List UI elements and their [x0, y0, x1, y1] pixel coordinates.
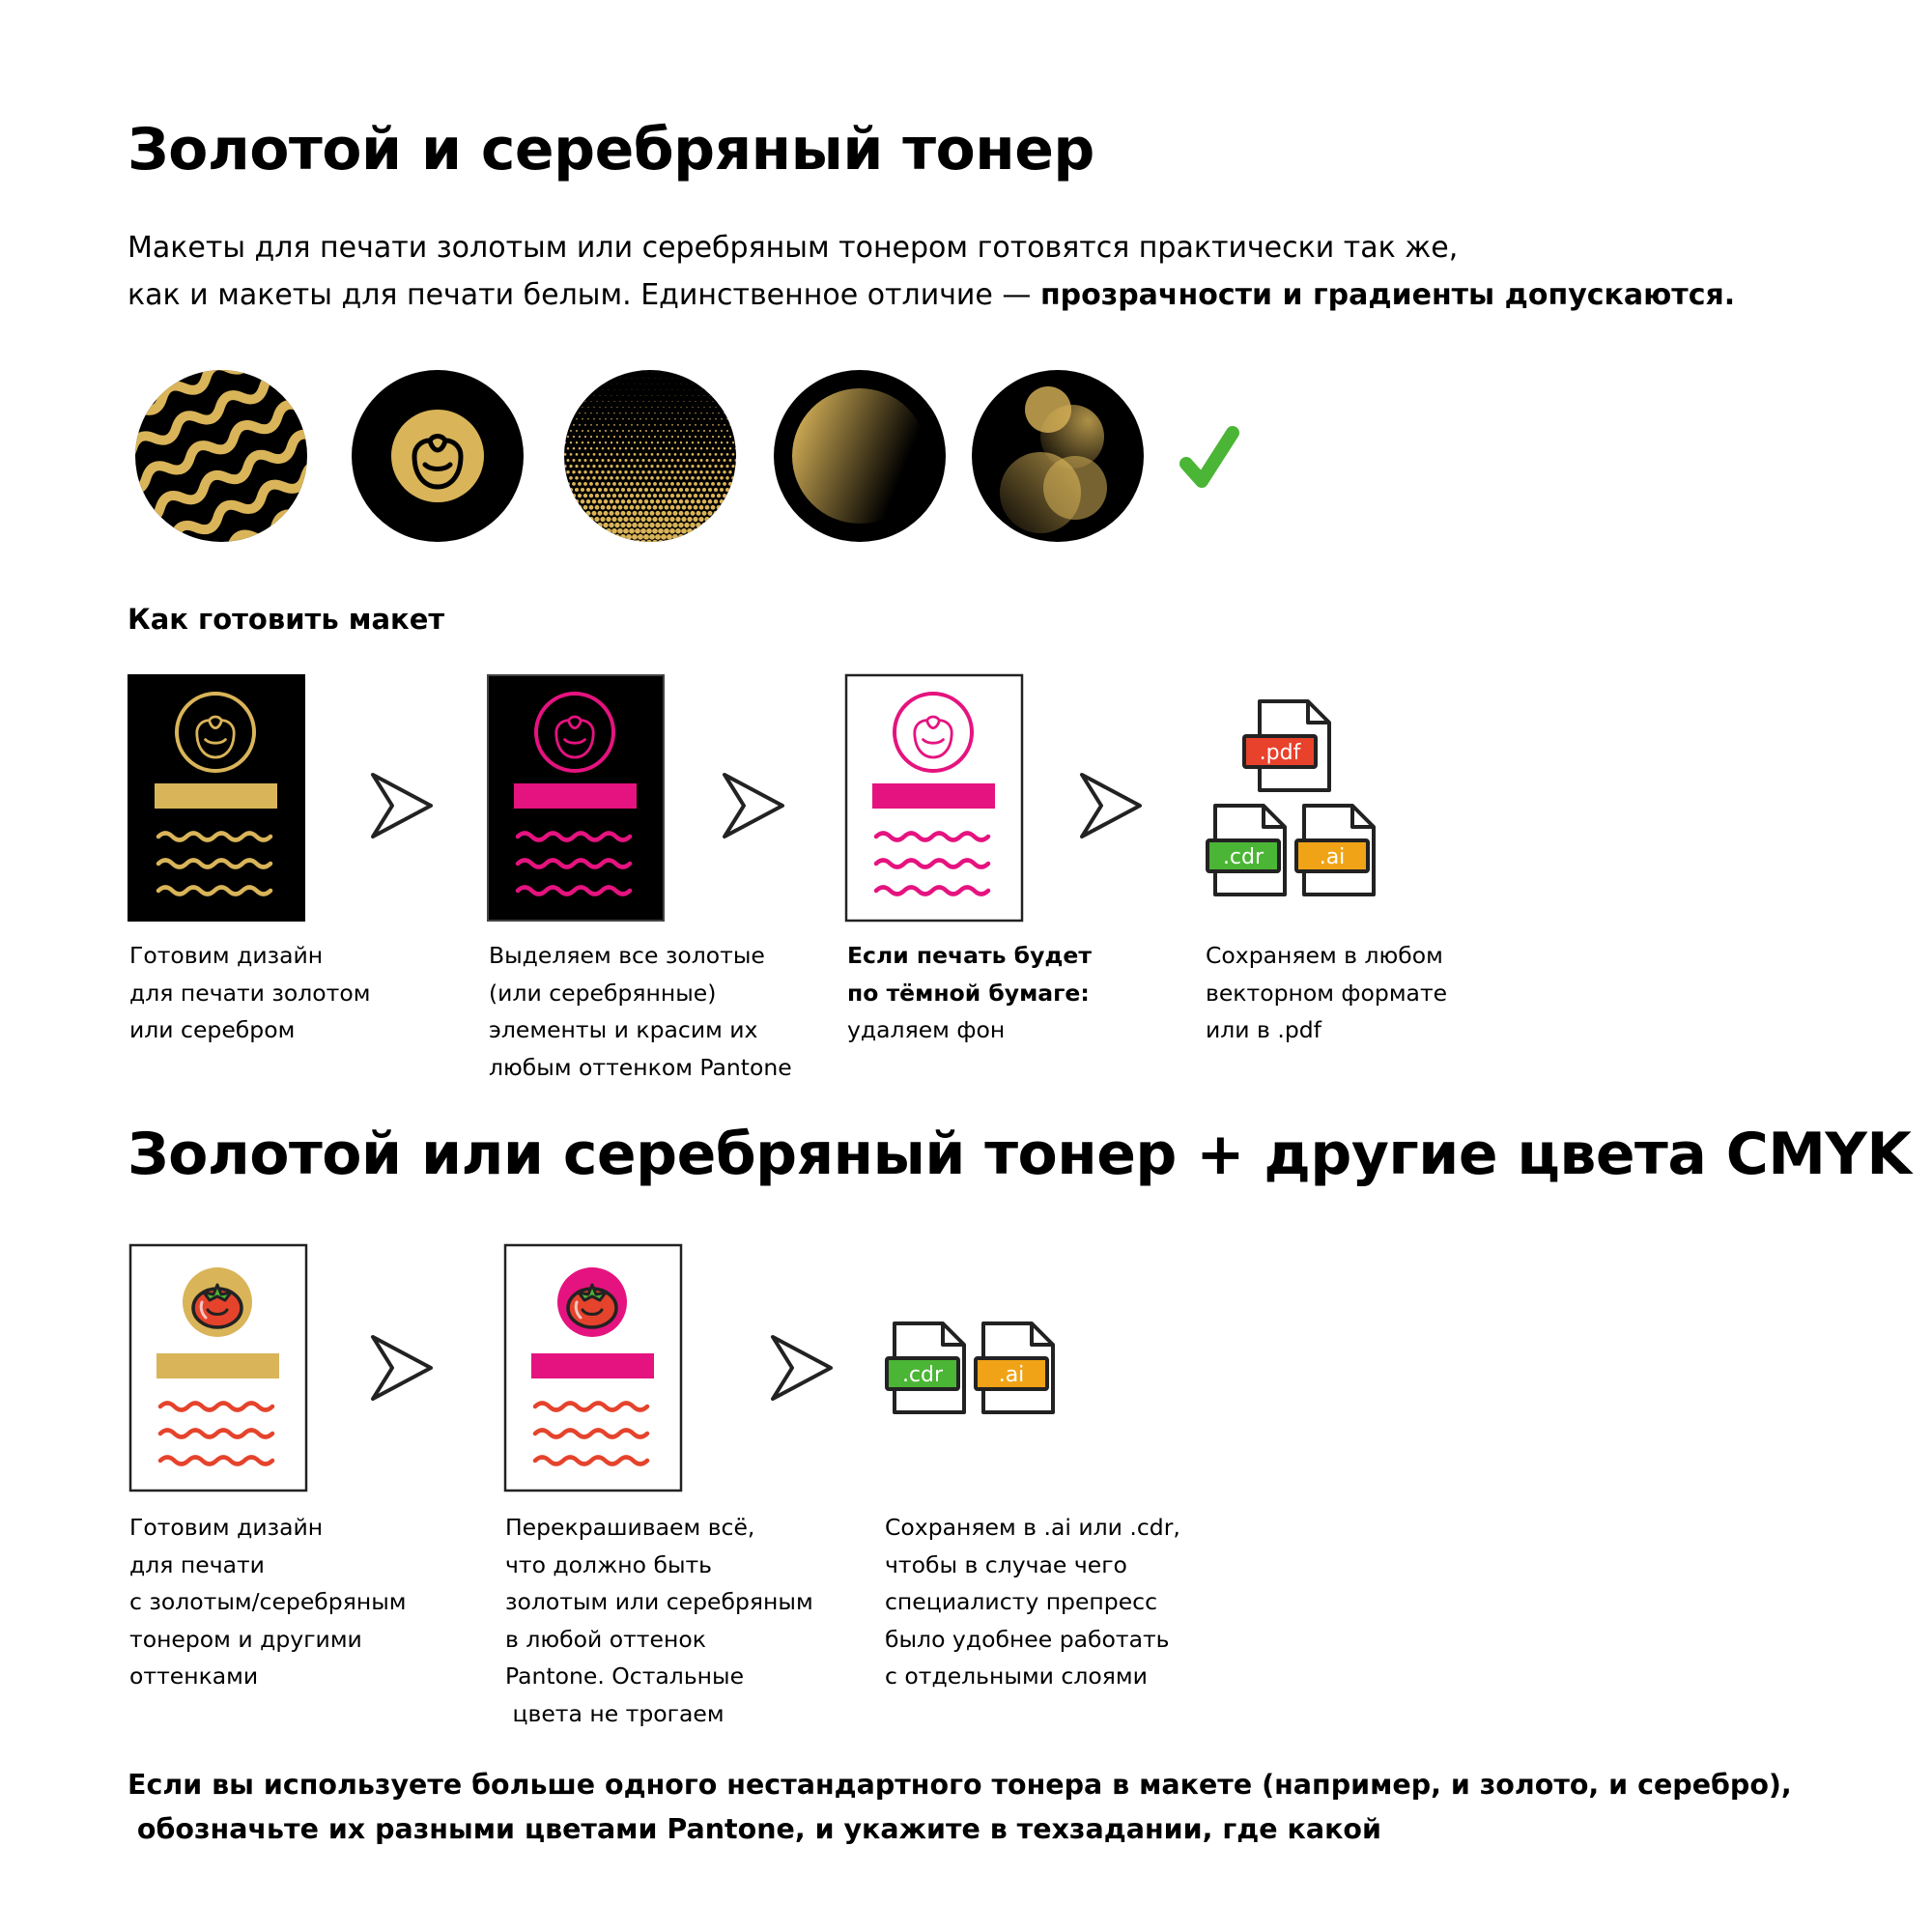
caption-line: Перекрашиваем всё, — [505, 1514, 755, 1541]
caption-line: с золотым/серебряным — [129, 1588, 407, 1615]
arrow-icon — [769, 1333, 835, 1403]
caption-line: Готовим дизайн — [129, 1514, 324, 1541]
caption-line: Выделяем все золотые — [489, 942, 765, 969]
sample-waves-circle — [134, 369, 308, 543]
arrow-icon — [369, 1333, 435, 1403]
step1-caption-cmyk — [129, 1509, 407, 1695]
caption-line: специалисту препресс — [885, 1588, 1158, 1615]
pdf-file-icon — [1244, 701, 1329, 790]
cdr-label: .cdr — [901, 1363, 944, 1387]
footer-note — [128, 1763, 1792, 1852]
caption-line: для печати — [129, 1550, 265, 1578]
caption-line-bold: по тёмной бумаге: — [847, 979, 1090, 1007]
step2-card-magenta — [487, 674, 665, 922]
ai-file-icon — [976, 1323, 1053, 1412]
ai-label: .ai — [1319, 845, 1346, 869]
caption-line: удаляем фон — [847, 1016, 1006, 1043]
caption-line: было удобнее работать — [885, 1625, 1170, 1653]
step2-caption-cmyk — [505, 1509, 813, 1732]
file-icons-group — [887, 1318, 1061, 1418]
ai-label: .ai — [998, 1363, 1025, 1387]
caption-line: или в .pdf — [1206, 1016, 1321, 1043]
step2-card-magenta-cmyk — [504, 1244, 682, 1492]
caption-line: золотым или серебряным — [505, 1588, 813, 1615]
caption-line: Pantone. Остальные — [505, 1662, 745, 1690]
caption-line: оттенками — [129, 1662, 259, 1690]
step4-caption — [1206, 937, 1447, 1049]
step3-caption-cmyk — [885, 1509, 1180, 1695]
step3-caption — [847, 937, 1092, 1049]
caption-line: или серебром — [129, 1016, 296, 1043]
caption-line: Сохраняем в .ai или .cdr, — [885, 1514, 1180, 1541]
step2-caption — [489, 937, 792, 1086]
check-icon — [1180, 425, 1238, 491]
sample-transparency-circle — [971, 369, 1145, 543]
caption-line: Готовим дизайн — [129, 942, 324, 969]
caption-line: с отдельными слоями — [885, 1662, 1148, 1690]
ai-file-icon — [1296, 806, 1374, 895]
file-icons-group — [1208, 696, 1391, 898]
cdr-file-icon — [887, 1323, 964, 1412]
caption-line: чтобы в случае чего — [885, 1550, 1127, 1578]
caption-line: цвета не трогаем — [505, 1699, 724, 1727]
cdr-file-icon — [1208, 806, 1285, 895]
caption-line: любым оттенком Pantone — [489, 1053, 792, 1081]
caption-line: что должно быть — [505, 1550, 713, 1578]
step1-card-gold — [128, 674, 305, 922]
arrow-icon — [1078, 771, 1144, 840]
section-title: Золотой и серебряный тонер — [128, 116, 1094, 184]
caption-line-bold: Если печать будет — [847, 942, 1092, 969]
subsection-title: Как готовить макет — [128, 603, 445, 636]
pdf-label: .pdf — [1259, 741, 1301, 765]
cdr-label: .cdr — [1222, 845, 1264, 869]
caption-line: в любой оттенок — [505, 1625, 706, 1653]
section-title: Золотой или серебряный тонер + другие цвета CMYK — [128, 1121, 1912, 1188]
caption-line: Сохраняем в любом — [1206, 942, 1443, 969]
caption-line: векторном формате — [1206, 979, 1448, 1007]
caption-line: элементы и красим их — [489, 1016, 758, 1043]
step1-card-gold-cmyk — [129, 1244, 307, 1492]
caption-line: (или серебрянные) — [489, 979, 717, 1007]
intro-line-2 — [128, 271, 1735, 319]
footer-line-1: Если вы используете больше одного нестандартного тонера в макете (например, и золото, и серебро), — [128, 1769, 1792, 1801]
step1-caption — [129, 937, 370, 1049]
arrow-icon — [721, 771, 786, 840]
sample-logo-circle — [351, 369, 525, 543]
intro-text — [128, 224, 1735, 319]
arrow-icon — [369, 771, 435, 840]
sample-dots-circle — [563, 369, 737, 543]
step3-card-white — [845, 674, 1023, 922]
footer-line-2: обозначьте их разными цветами Pantone, и укажите в техзадании, где какой — [128, 1813, 1381, 1845]
sample-gradient-circle — [773, 369, 947, 543]
intro-line-2-bold: прозрачности и градиенты допускаются. — [1039, 278, 1736, 312]
caption-line: тонером и другими — [129, 1625, 362, 1653]
caption-line: для печати золотом — [129, 979, 371, 1007]
intro-line-2-plain: как и макеты для печати белым. Единственное отличие — — [128, 278, 1040, 312]
intro-line-1: Макеты для печати золотым или серебряным тонером готовятся практически так же, — [128, 231, 1459, 265]
